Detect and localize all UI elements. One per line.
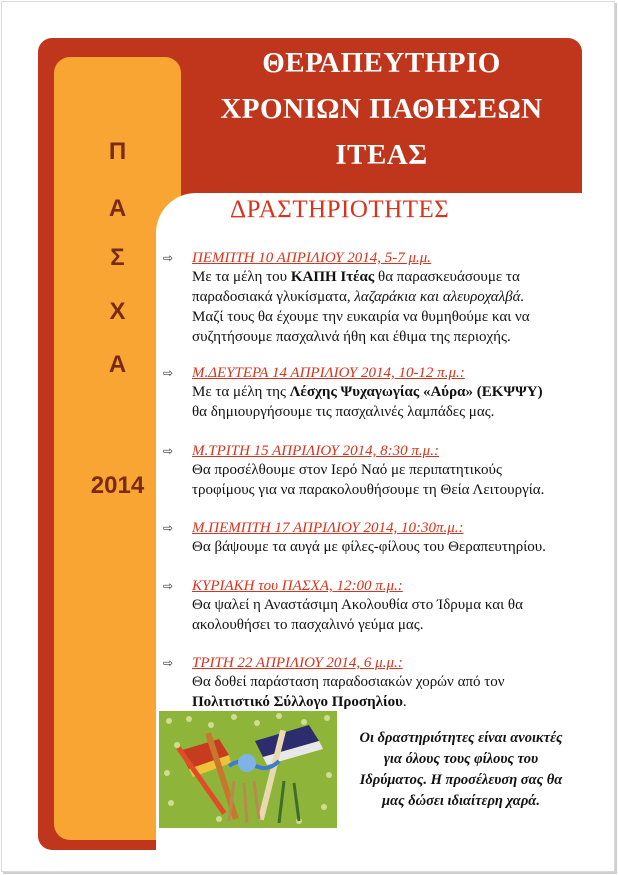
arrow-right-icon: ⇨ xyxy=(163,366,174,380)
closing-line: Οι δραστηριότητες είναι ανοικτές xyxy=(359,730,563,746)
event-description xyxy=(192,460,584,500)
event-description xyxy=(192,382,584,422)
event-text: θα δημιουργήσουμε τις πασχαλινές λαμπάδες μας. xyxy=(192,404,495,420)
sidebar-year: 2014 xyxy=(90,472,145,499)
sidebar-letter: Α xyxy=(108,351,127,378)
event-text-bold: ΚΑΠΗ Ιτέας xyxy=(290,269,375,285)
arrow-right-icon: ⇨ xyxy=(163,579,174,593)
title-line-1: ΘΕΡΑΠΕΥΤΗΡΙΟ xyxy=(262,47,501,79)
closing-line: μας δώσει ιδιαίτερη χαρά. xyxy=(382,793,540,809)
arrow-right-icon: ⇨ xyxy=(163,251,174,265)
event-text: Με τα μέλη του xyxy=(192,269,291,285)
page-title xyxy=(181,40,582,178)
event-description xyxy=(192,595,584,635)
event-heading: Μ.ΤΡΙΤΗ 15 ΑΠΡΙΛΙΟΥ 2014, 8:30 π.μ.: xyxy=(192,443,439,459)
event-heading: ΚΥΡΙΑΚΗ του ΠΑΣΧΑ, 12:00 π.μ.: xyxy=(192,578,403,594)
event-heading: ΤΡΙΤΗ 22 ΑΠΡΙΛΙΟΥ 2014, 6 μ.μ.: xyxy=(192,655,403,671)
title-line-2: ΧΡΟΝΙΩΝ ΠΑΘΗΣΕΩΝ xyxy=(220,93,543,125)
sidebar-letter: Π xyxy=(108,138,127,165)
title-line-3: ΙΤΕΑΣ xyxy=(335,139,428,171)
event-text-bold: Λέσχης Ψυχαγωγίας «Αύρα» (ΕΚΨΨΥ) xyxy=(289,384,543,400)
event-text: Μαζί τους θα έχουμε την ευκαιρία να θυμηθούμε και να xyxy=(192,309,530,325)
arrow-right-icon: ⇨ xyxy=(163,521,174,535)
closing-line: για όλους τους φίλους του xyxy=(383,751,539,767)
event-text: . xyxy=(402,694,407,710)
event-text: τροφίμους για να παρακολουθήσουμε τη Θεία Λειτουργία. xyxy=(192,482,545,498)
easter-candles-photo xyxy=(159,711,337,828)
sidebar-letter: Σ xyxy=(110,244,125,271)
event-text: Θα βάψουμε τα αυγά με φίλες-φίλους του Θεραπευτηρίου. xyxy=(192,539,546,555)
event-text-italic: λαζαράκια και αλευροχαλβά. xyxy=(354,289,525,305)
sidebar-letter: Χ xyxy=(109,298,126,325)
event-description xyxy=(192,267,584,347)
event-text: Θα ψαλεί η Αναστάσιμη Ακολουθία στο Ίδρυμα και θα xyxy=(192,597,523,613)
event-text: παραδοσιακά γλυκίσματα, xyxy=(192,289,355,305)
event-heading: Μ.ΔΕΥΤΕΡΑ 14 ΑΠΡΙΛΙΟΥ 2014, 10-12 π.μ.: xyxy=(192,365,465,381)
arrow-right-icon: ⇨ xyxy=(163,444,174,458)
event-description xyxy=(192,537,584,557)
event-heading: ΠΕΜΠΤΗ 10 ΑΠΡΙΛΙΟΥ 2014, 5-7 μ.μ. xyxy=(192,250,432,266)
event-text: ακολουθήσει το πασχαλινό γεύμα μας. xyxy=(192,617,424,633)
event-text-bold: Πολιτιστικό Σύλλογο Προσηλίου xyxy=(192,694,403,710)
event-text: Με τα μέλη της xyxy=(192,384,290,400)
event-heading: Μ.ΠΕΜΠΤΗ 17 ΑΠΡΙΛΙΟΥ 2014, 10:30π.μ.: xyxy=(192,520,464,536)
sidebar-letter: Α xyxy=(108,195,127,222)
event-text: συζητήσουμε πασχαλινά ήθη και έθιμα της περιοχής. xyxy=(192,329,511,345)
event-description xyxy=(192,672,584,712)
event-text: θα παρασκευάσουμε τα xyxy=(374,269,520,285)
closing-line: Ιδρύματος. Η προσέλευση σας θα xyxy=(359,772,563,788)
activities-heading: ΔΡΑΣΤΗΡΙΟΤΗΤΕΣ xyxy=(230,196,450,223)
closing-message xyxy=(348,728,574,812)
event-text: Θα δοθεί παράσταση παραδοσιακών χορών από τον xyxy=(192,674,505,690)
event-text: Θα προσέλθουμε στον Ιερό Ναό με περιπατητικούς xyxy=(192,462,502,478)
arrow-right-icon: ⇨ xyxy=(163,656,174,670)
